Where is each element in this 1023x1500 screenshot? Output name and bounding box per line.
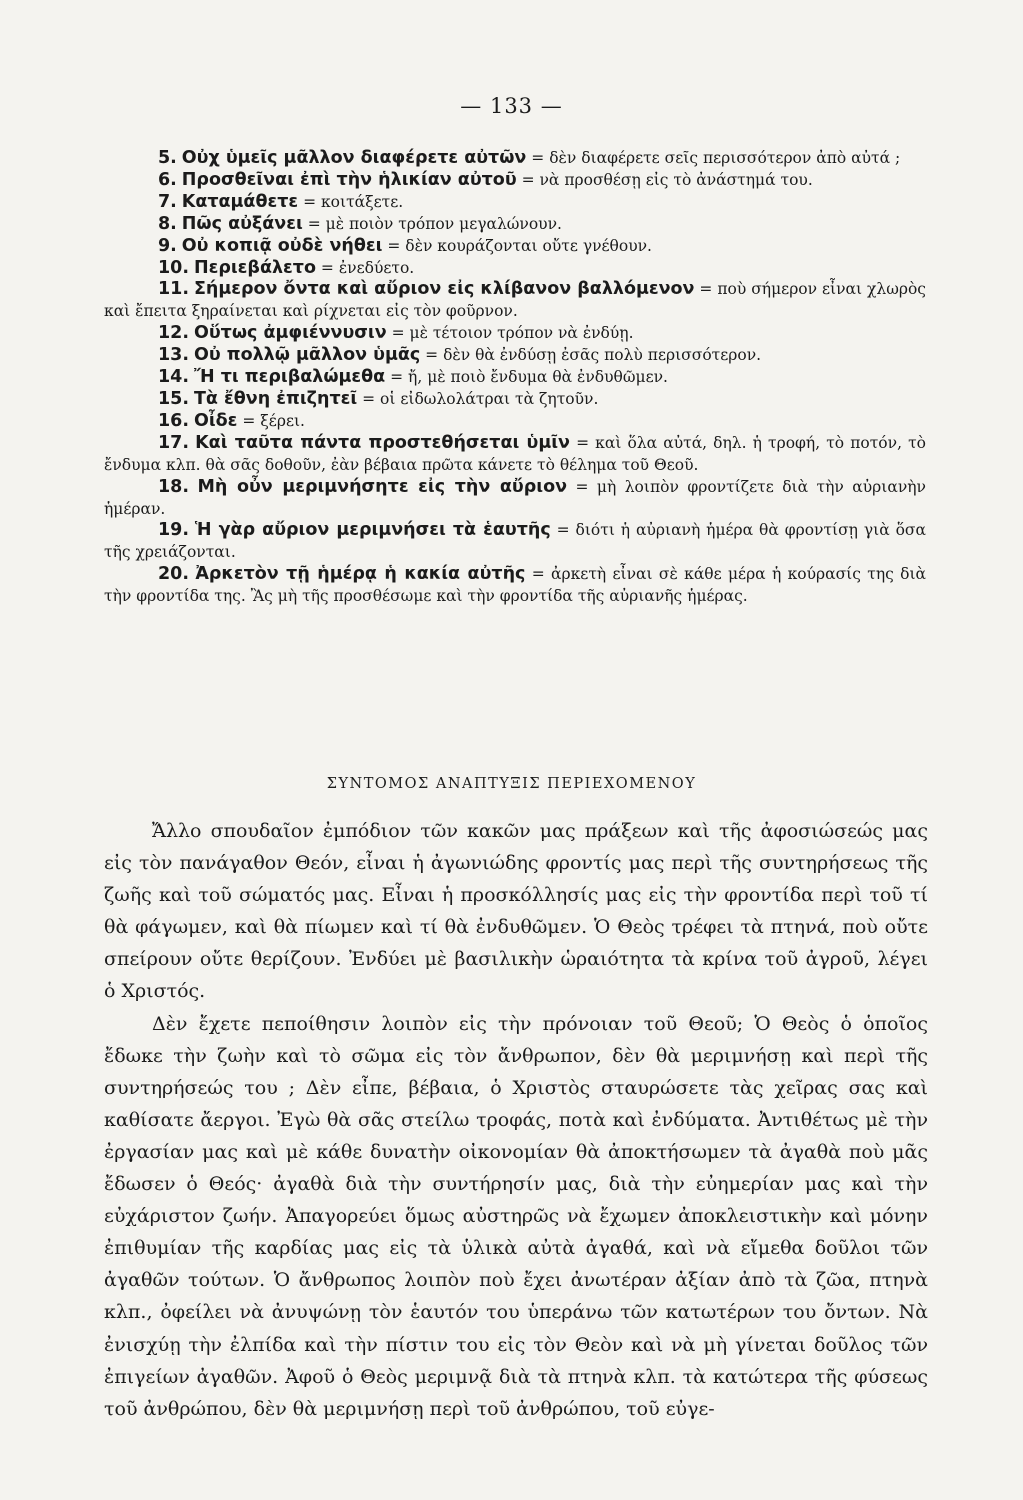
note-gloss: = ἤ, μὲ ποιὸ ἔνδυμα θὰ ἐνδυθῶμεν. xyxy=(390,368,668,387)
note-gloss: = δὲν κουράζονται οὔτε γνέθουν. xyxy=(387,236,652,255)
note-number: 5. xyxy=(158,148,177,168)
note-gloss: = καὶ ὅλα αὐτά, δηλ. ἡ τροφή, τὸ ποτόν, τὸ ἔνδυμα κλπ. θὰ σᾶς δοθοῦν, ἐὰν βέβαια πρῶτα κάνετε τὸ θέλημα τοῦ Θεοῦ. xyxy=(104,433,926,474)
note-number: 16. xyxy=(158,410,190,431)
glossary-notes xyxy=(104,148,926,608)
note-term: Ἀρκετὸν τῇ ἡμέρᾳ ἡ κακία αὐτῆς xyxy=(195,564,526,585)
note-term: Οἶδε xyxy=(193,410,238,431)
note-number: 20. xyxy=(158,564,190,585)
note-term: Καὶ ταῦτα πάντα προστεθήσεται ὑμῖν xyxy=(195,432,570,453)
note-term: Πῶς αὐξάνει xyxy=(181,213,303,234)
note-12 xyxy=(104,323,926,345)
note-term: Προσθεῖναι ἐπὶ τὴν ἡλικίαν αὐτοῦ xyxy=(181,169,517,190)
note-11 xyxy=(104,279,926,323)
note-9 xyxy=(104,236,926,258)
note-term: Οὐχ ὑμεῖς μᾶλλον διαφέρετε αὐτῶν xyxy=(181,148,527,168)
note-gloss: = ἀρκετὴ εἶναι σὲ κάθε μέρα ἡ κούρασίς της διὰ τὴν φροντίδα της. Ἂς μὴ τῆς προσθέσωμε καὶ τὴν φροντίδα τῆς αὐριανῆς ἡμέρας. xyxy=(104,565,926,606)
note-gloss: = διότι ἡ αὐριανὴ ἡμέρα θὰ φροντίσῃ γιὰ ὅσα τῆς χρειάζονται. xyxy=(104,521,926,562)
note-14 xyxy=(104,367,926,389)
note-number: 17. xyxy=(158,432,190,453)
note-7 xyxy=(104,192,926,214)
body-paragraph: Δὲν ἔχετε πεποίθησιν λοιπὸν εἰς τὴν πρόνοιαν τοῦ Θεοῦ; Ὁ Θεὸς ὁ ὁποῖος ἔδωκε τὴν ζωὴν καὶ τὸ σῶμα εἰς τὸν ἄνθρωπον, δὲν θὰ μεριμνήσῃ καὶ περὶ τῆς συντηρήσεώς του ; Δὲν εἶπε, βέβαια, ὁ Χριστὸς σταυρώσετε τὰς χεῖρας σας καὶ καθίσατε ἄεργοι. Ἐγὼ θὰ σᾶς στείλω τροφάς, ποτὰ καὶ ἐνδύματα. Ἀντιθέτως μὲ τὴν ἐργασίαν μας καὶ μὲ κάθε δυνατὴν οἰκονομίαν θὰ ἀποκτήσωμεν τὰ ἀγαθὰ ποὺ μᾶς ἔδωσεν ὁ Θεός· ἀγαθὰ διὰ τὴν συντήρησίν μας, διὰ τὴν εὐημερίαν μας καὶ τὴν εὐχάριστον ζωήν. Ἀπαγορεύει ὅμως αὐστηρῶς νὰ ἔχωμεν ἀποκλειστικὴν καὶ μόνην ἐπιθυμίαν τῆς καρδίας μας εἰς τὰ ὑλικὰ αὐτὰ ἀγαθά, καὶ νὰ εἴμεθα δοῦλοι τῶν ἀγαθῶν τούτων. Ὁ ἄνθρωπος λοιπὸν ποὺ ἔχει ἀνωτέραν ἀξίαν ἀπὸ τὰ ζῶα, πτηνὰ κλπ., ὀφείλει νὰ ἀνυψώνῃ τὸν ἑαυτόν του ὑπεράνω τῶν κατωτέρων του ὄντων. Νὰ ἐνισχύῃ τὴν ἐλπίδα καὶ τὴν πίστιν του εἰς τὸν Θεὸν καὶ νὰ μὴ γίνεται δοῦλος τῶν ἐπιγείων ἀγαθῶν. Ἀφοῦ ὁ Θεὸς μεριμνᾷ διὰ τὰ πτηνὰ κλπ. τὰ κατώτερα τῆς φύσεως τοῦ ἀνθρώπου, δὲν θὰ μεριμνήσῃ περὶ τοῦ ἀνθρώπου, τοῦ εὐγε- xyxy=(104,1012,928,1420)
note-number: 13. xyxy=(158,345,190,366)
note-13 xyxy=(104,345,926,367)
note-term: Οὐ κοπιᾷ οὐδὲ νήθει xyxy=(181,235,383,256)
note-gloss: = ποὺ σήμερον εἶναι χλωρὸς καὶ ἔπειτα ξηραίνεται καὶ ρίχνεται εἰς τὸν φοῦρνον. xyxy=(104,280,926,321)
note-8 xyxy=(104,214,926,236)
note-gloss: = ξέρει. xyxy=(242,411,305,430)
note-gloss: = δὲν θὰ ἐνδύσῃ ἐσᾶς πολὺ περισσότερον. xyxy=(425,346,762,365)
note-16 xyxy=(104,411,926,433)
note-17 xyxy=(104,433,926,477)
note-number: 15. xyxy=(158,388,190,409)
note-gloss: = νὰ προσθέσῃ εἰς τὸ ἀνάστημά του. xyxy=(521,170,813,189)
note-20 xyxy=(104,564,926,608)
note-18 xyxy=(104,477,926,521)
note-number: 14. xyxy=(158,367,190,388)
note-number: 9. xyxy=(158,235,177,256)
note-gloss: = μὲ τέτοιον τρόπον νὰ ἐνδύῃ. xyxy=(391,324,634,343)
note-term: Περιεβάλετο xyxy=(193,257,316,278)
note-19 xyxy=(104,520,926,564)
note-term: Οὕτως ἀμφιέννυσιν xyxy=(193,323,387,344)
note-term: Οὐ πολλῷ μᾶλλον ὑμᾶς xyxy=(193,345,421,366)
note-gloss: = μὴ λοιπὸν φροντίζετε διὰ τὴν αὐριανὴν ἡμέραν. xyxy=(104,477,926,518)
note-term: Σήμερον ὄντα καὶ αὔριον εἰς κλίβανον βαλλόμενον xyxy=(193,279,695,300)
note-gloss: = οἱ εἰδωλολάτραι τὰ ζητοῦν. xyxy=(362,389,599,408)
note-term: Μὴ οὖν μεριμνήσητε εἰς τὴν αὔριον xyxy=(197,476,568,497)
note-term: Ἡ γὰρ αὔριον μεριμνήσει τὰ ἑαυτῆς xyxy=(194,520,551,541)
note-15 xyxy=(104,389,926,411)
note-5 xyxy=(104,148,926,170)
note-number: 11. xyxy=(158,279,190,300)
note-10 xyxy=(104,258,926,280)
note-number: 12. xyxy=(158,323,190,344)
note-number: 6. xyxy=(158,169,177,190)
note-gloss: = δὲν διαφέρετε σεῖς περισσότερον ἀπὸ αὐτά ; xyxy=(531,149,901,167)
note-6 xyxy=(104,170,926,192)
section-title: ΣΥΝΤΟΜΟΣ ΑΝΑΠΤΥΞΙΣ ΠΕΡΙΕΧΟΜΕΝΟΥ xyxy=(326,776,697,792)
note-number: 7. xyxy=(158,191,177,212)
note-term: Καταμάθετε xyxy=(181,191,299,212)
note-number: 19. xyxy=(158,520,190,541)
note-gloss: = μὲ ποιὸν τρόπον μεγαλώνουν. xyxy=(307,214,562,233)
note-number: 8. xyxy=(158,213,177,234)
note-term: Ἤ τι περιβαλώμεθα xyxy=(193,367,386,388)
note-term: Τὰ ἔθνη ἐπιζητεῖ xyxy=(193,388,358,409)
note-gloss: = ἐνεδύετο. xyxy=(320,258,415,277)
note-number: 10. xyxy=(158,257,190,278)
body-paragraph: Ἄλλο σπουδαῖον ἐμπόδιον τῶν κακῶν μας πράξεων καὶ τῆς ἀφοσιώσεώς μας εἰς τὸν πανάγαθον Θεόν, εἶναι ἡ ἀγωνιώδης φροντίς μας περὶ τῆς συντηρήσεως τῆς ζωῆς καὶ τοῦ σώματός μας. Εἶναι ἡ προσκόλλησίς μας εἰς τὴν φροντίδα περὶ τοῦ τί θὰ φάγωμεν, καὶ θὰ πίωμεν καὶ τί θὰ ἐνδυθῶμεν. Ὁ Θεὸς τρέφει τὰ πτηνά, ποὺ οὔτε σπείρουν οὔτε θερίζουν. Ἐνδύει μὲ βασιλικὴν ὡραιότητα τὰ κρίνα τοῦ ἀγροῦ, λέγει ὁ Χριστός. xyxy=(104,820,928,1003)
note-number: 18. xyxy=(158,476,190,497)
summary-text xyxy=(104,815,928,1425)
note-gloss: = κοιτάξετε. xyxy=(303,192,404,211)
page-number: — 133 — xyxy=(460,94,563,118)
